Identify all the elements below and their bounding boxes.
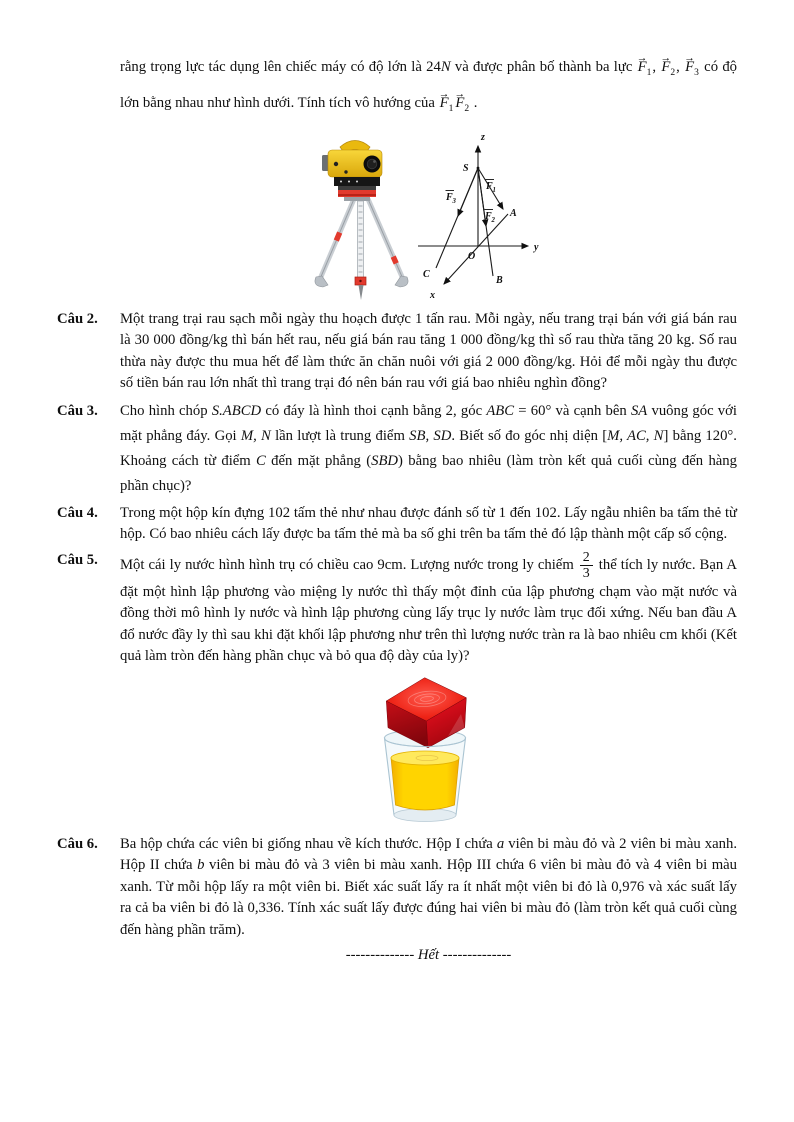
vector-label-f1 [485, 179, 496, 194]
figure-glass-cube [120, 674, 737, 826]
label-x: x [429, 289, 435, 301]
vector-label-f3 [445, 190, 457, 205]
question-label: Câu 6. [57, 835, 98, 852]
label-b: B [495, 274, 503, 286]
question-label: Câu 4. [57, 504, 98, 521]
instrument-head [322, 140, 382, 201]
question-cau-5 [57, 550, 737, 668]
question-cau-4 [57, 503, 737, 546]
svg-text:F: F [485, 180, 493, 192]
label-y: y [533, 241, 538, 253]
vector-label-f2 [484, 209, 496, 224]
label-s: S [462, 162, 469, 174]
paragraph-intro-indent [57, 52, 120, 124]
svg-text:F: F [445, 191, 453, 203]
question-cau-6 [57, 834, 737, 942]
label-o: O [467, 250, 475, 262]
theodolite-image [310, 131, 414, 301]
question-text: Cho hình chóp S.ABCD có đáy là hình thoi cạnh bằng 2, góc ABC = 60° và cạnh bên SA vuông góc với mặt phẳng đáy. Gọi M, N lần lượt là trung điểm SB, SD. Biết số đo góc nhị diện [M, AC, N] bằng 120°. Khoảng cách từ điểm C đến mặt phẳng (SBD) bằng bao nhiêu (làm tròn kết quả cuối cùng đến hàng phần chục)? [120, 402, 737, 494]
svg-text:1: 1 [492, 186, 496, 194]
paragraph-intro-text: rằng trọng lực tác dụng lên chiếc máy có độ lớn là 24N và được phân bố thành ba lực $F \to_1$, $F \to_2$, $F \to_3$ có độ lớn bằng nhau như hình dưới. Tính tích vô hướng của $F \to_1$ $F \to_2$ . [120, 52, 737, 124]
x-axis [444, 214, 508, 284]
question-cau-3 [57, 399, 737, 499]
label-a: A [509, 207, 517, 219]
question-text: Một cái ly nước hình hình trụ có chiều cao 9cm. Lượng nước trong ly chiếm $\frac{2}{3}$ thể tích ly nước. Bạn A đặt một hình lập phương vào miệng ly nước thì thấy một đỉnh của lập phương chạm vào mặt nước và đồng thời mô hình ly nước và hình lập phương cùng lấy trục ly nước làm trục đối xứng. Nếu ban đầu A đổ nước đầy ly thì sau khi đặt khối lập phương như trên thì lượng nước tràn ra là bao nhiêu cm khối (Kết quả làm tròn đến hàng phần chục và bỏ qua độ dày của ly)? [120, 549, 737, 665]
question-label: Câu 5. [57, 551, 98, 568]
label-c: C [422, 268, 430, 280]
label-z: z [480, 131, 485, 143]
question-label: Câu 3. [57, 402, 98, 419]
figure-forces [120, 126, 737, 301]
paragraph-intro [57, 50, 737, 124]
question-cau-2 [57, 309, 737, 395]
force-diagram [416, 126, 548, 301]
vector-f3-arrow [458, 168, 478, 216]
svg-text:F: F [484, 210, 492, 222]
svg-text:2: 2 [491, 216, 495, 224]
question-text: Một trang trại rau sạch mỗi ngày thu hoạch được 1 tấn rau. Mỗi ngày, nếu trang trại bán với giá bán rau là 30 000 đồng/kg thì bán hết rau, nếu giá bán rau tăng 1 000 đồng/kg thì số rau thừa tăng 20 kg. Số rau thừa này được thu mua hết để làm thức ăn chăn nuôi với giá 2 000 đồng/kg. Hỏi để mỗi ngày thu được số tiền bán rau lớn nhất thì trang trại đó nên bán rau với giá bao nhiêu nghìn đồng? [120, 310, 737, 392]
question-label: Câu 2. [57, 310, 98, 327]
levelling-staff [355, 201, 366, 300]
svg-text:3: 3 [452, 197, 456, 205]
question-text: Ba hộp chứa các viên bi giống nhau về kích thước. Hộp I chứa a viên bi màu đỏ và 2 viên bi màu xanh. Hộp II chứa b viên bi màu đỏ và 3 viên bi màu xanh. Hộp III chứa 6 viên bi màu đỏ và 4 viên bi màu xanh. Từ mỗi hộp lấy ra một viên bi. Biết xác suất lấy ra ít nhất một viên bi đỏ là 0,976 và xác suất lấy ra cả ba viên bi đỏ là 0,336. Tính xác suất lấy được đúng hai viên bi màu đỏ (làm tròn kết quả cuối cùng đến hàng phần trăm). [120, 835, 737, 938]
point-s-dot [476, 166, 479, 169]
end-marker: -------------- Hết -------------- [345, 947, 512, 964]
glass-cube-image [383, 674, 475, 826]
question-text: Trong một hộp kín đựng 102 tấm thẻ như nhau được đánh số từ 1 đến 102. Lấy ngẫu nhiên ba tấm thẻ từ hộp. Có bao nhiêu cách lấy được ba tấm thẻ mà ba số ghi trên ba tấm thẻ đó lập thành một cấp số cộng. [120, 504, 737, 543]
liquid [391, 751, 459, 810]
